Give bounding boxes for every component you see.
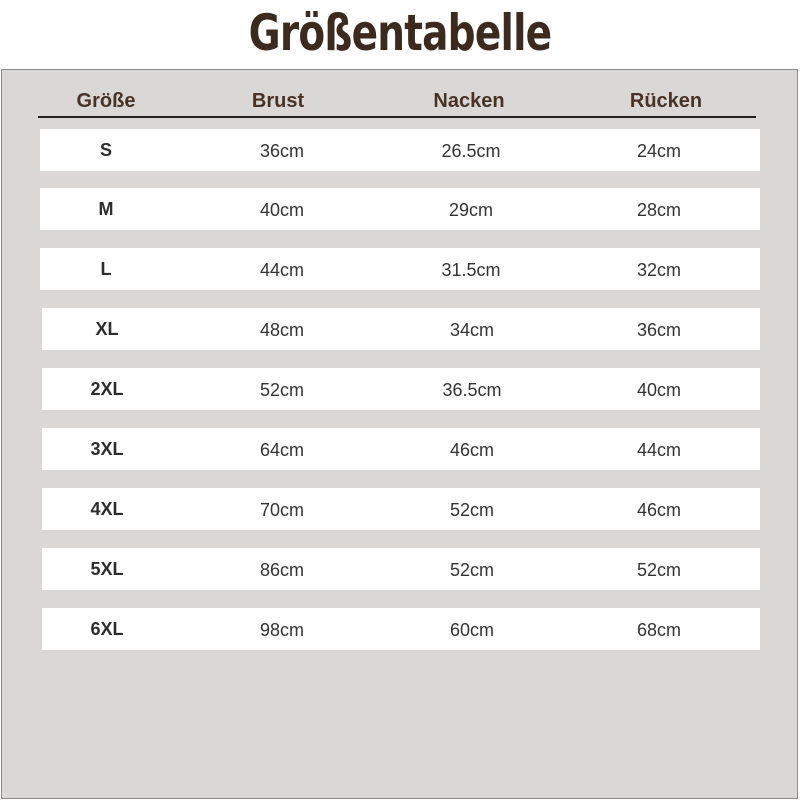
size-cell: 2XL	[90, 379, 124, 399]
brust-cell: 98cm	[259, 620, 305, 640]
ruecken-cell: 36cm	[636, 320, 682, 340]
size-cell: L	[100, 259, 112, 279]
nacken-cell: 26.5cm	[441, 141, 501, 161]
header-groesse: Größe	[76, 90, 136, 112]
brust-cell: 36cm	[259, 141, 305, 161]
nacken-cell: 31.5cm	[441, 260, 501, 280]
brust-cell: 86cm	[259, 560, 305, 580]
brust-cell: 48cm	[259, 320, 305, 340]
ruecken-cell: 52cm	[636, 560, 682, 580]
brust-cell: 70cm	[259, 500, 305, 520]
nacken-cell: 60cm	[449, 620, 495, 640]
nacken-cell: 52cm	[449, 500, 495, 520]
table-row	[42, 608, 760, 650]
table-row	[42, 548, 760, 590]
header-ruecken: Rücken	[629, 90, 703, 112]
table-row	[42, 308, 760, 350]
brust-cell: 40cm	[259, 200, 305, 220]
size-cell: XL	[95, 319, 119, 339]
nacken-cell: 36.5cm	[442, 380, 502, 400]
page-title: Größentabelle	[248, 4, 552, 62]
nacken-cell: 34cm	[449, 320, 495, 340]
ruecken-cell: 32cm	[636, 260, 682, 280]
brust-cell: 64cm	[259, 440, 305, 460]
nacken-cell: 29cm	[448, 200, 494, 220]
header-nacken: Nacken	[433, 90, 505, 112]
table-row	[40, 248, 760, 290]
brust-cell: 52cm	[259, 380, 305, 400]
size-cell: 6XL	[90, 619, 124, 639]
table-row	[42, 368, 760, 410]
size-cell: S	[99, 140, 113, 160]
brust-cell: 44cm	[259, 260, 305, 280]
size-cell: 3XL	[90, 439, 124, 459]
table-header	[38, 88, 756, 118]
header-brust: Brust	[251, 90, 305, 112]
table-row	[42, 428, 760, 470]
table-row	[40, 129, 760, 171]
nacken-cell: 52cm	[449, 560, 495, 580]
size-cell: M	[98, 199, 114, 219]
ruecken-cell: 24cm	[636, 141, 682, 161]
ruecken-cell: 68cm	[636, 620, 682, 640]
ruecken-cell: 44cm	[636, 440, 682, 460]
ruecken-cell: 28cm	[636, 200, 682, 220]
ruecken-cell: 40cm	[636, 380, 682, 400]
nacken-cell: 46cm	[449, 440, 495, 460]
table-row	[42, 488, 760, 530]
size-cell: 4XL	[90, 499, 124, 519]
ruecken-cell: 46cm	[636, 500, 682, 520]
size-cell: 5XL	[90, 559, 124, 579]
table-row	[40, 188, 760, 230]
